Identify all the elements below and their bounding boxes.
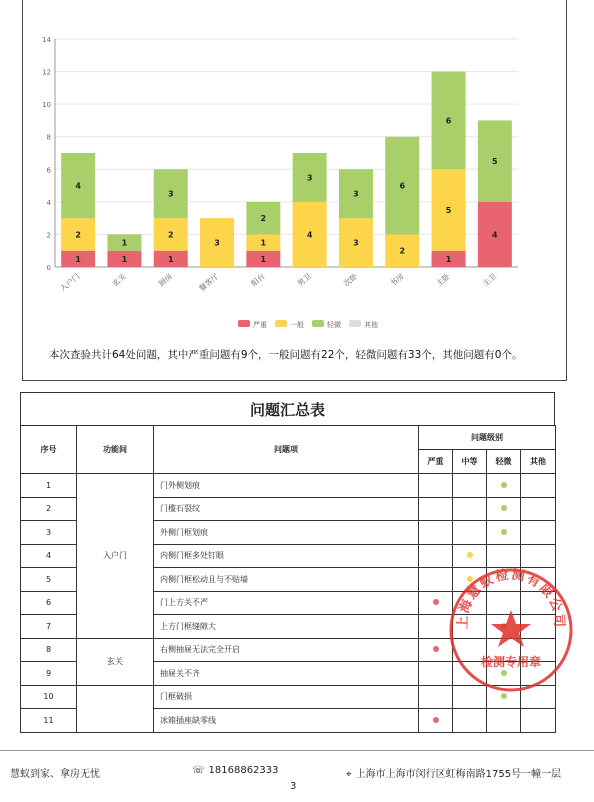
level-cell [487,521,521,545]
bar-value-label: 4 [75,181,81,191]
x-tick-label: 主卫 [480,271,499,289]
y-tick-label: 12 [42,68,51,77]
legend-label: 轻微 [327,321,341,329]
bar-value-label: 4 [492,230,498,240]
issue-item: 门上方关不严 [154,591,419,615]
header-level-severe: 严重 [419,450,453,474]
legend-label: 其他 [364,321,378,329]
page-footer [0,750,594,802]
level-cell [419,474,453,498]
bar-value-label: 2 [75,230,81,240]
level-cell [419,497,453,521]
level-dot [433,717,439,723]
level-cell [453,521,487,545]
footer-slogan: 慧蚁到家、拿房无忧 [10,769,100,780]
y-tick-label: 0 [46,264,51,272]
bar-value-label: 1 [121,254,128,264]
company-seal [447,566,575,694]
header-level-medium: 中等 [453,450,487,474]
bar-value-label: 6 [445,116,452,126]
room-cell [77,685,154,732]
room-cell: 入户门 [77,474,154,639]
level-cell [419,709,453,733]
row-number: 4 [21,544,77,568]
issue-item: 右侧抽屉无法完全开启 [154,638,419,662]
row-number: 8 [21,638,77,662]
level-cell [487,497,521,521]
level-dot [501,482,507,488]
header-room: 功能间 [77,426,154,474]
y-tick-label: 8 [46,133,51,142]
level-cell [521,709,556,733]
svg-text:上海慧蚁检测有限公司: 上海慧蚁检测有限公司 [455,567,567,630]
y-tick-label: 14 [42,36,51,44]
issue-item: 冰箱插座缺零线 [154,709,419,733]
row-number: 11 [21,709,77,733]
issue-item: 外侧门框划痕 [154,521,419,545]
y-tick-label: 6 [46,166,51,175]
table-row [21,474,556,498]
level-cell [419,521,453,545]
legend-swatch [349,320,361,327]
level-cell [419,544,453,568]
phone-icon: ☏ [192,765,205,776]
bar-value-label: 6 [399,181,406,191]
x-tick-label: 玄关 [110,271,128,289]
issue-item: 抽屉关不齐 [154,662,419,686]
level-cell [521,544,556,568]
legend-label: 严重 [253,321,267,329]
row-number: 6 [21,591,77,615]
level-dot [467,552,473,558]
header-level-other: 其他 [521,450,556,474]
bar-value-label: 3 [214,238,220,248]
bar-value-label: 2 [399,246,406,256]
level-cell [487,474,521,498]
bar-value-label: 2 [260,214,267,224]
bar-value-label: 1 [121,238,128,248]
bar-value-label: 1 [167,254,174,264]
y-tick-label: 4 [46,198,51,207]
issue-item: 内侧门框松动且与不贴墙 [154,568,419,592]
level-cell [521,474,556,498]
row-number: 3 [21,521,77,545]
x-tick-label: 主卧 [434,271,452,289]
bar-value-label: 3 [167,189,174,199]
x-tick-label: 厨房 [156,271,175,289]
level-dot [501,693,507,699]
bar-value-label: 1 [445,254,452,264]
header-item: 问题项 [154,426,419,474]
level-dot [501,529,507,535]
bar-value-label: 1 [260,238,267,248]
x-tick-label: 入户门 [58,271,82,293]
y-tick-label: 10 [42,101,51,110]
page-number: 3 [290,781,297,792]
issue-item: 门外侧划痕 [154,474,419,498]
stacked-bar-chart [23,0,568,340]
row-number: 2 [21,497,77,521]
row-number: 7 [21,615,77,639]
row-number: 9 [21,662,77,686]
level-cell [521,521,556,545]
room-cell: 玄关 [77,638,154,685]
row-number: 5 [21,568,77,592]
bar-value-label: 3 [353,238,359,248]
issue-item: 门槛石裂纹 [154,497,419,521]
bar-value-label: 3 [306,173,313,183]
legend-swatch [312,320,324,327]
level-cell [453,709,487,733]
level-cell [487,544,521,568]
svg-text:检测专用章: 检测专用章 [480,655,542,669]
bar-value-label: 5 [445,206,452,215]
bar-value-label: 1 [260,254,267,264]
header-level-minor: 轻微 [487,450,521,474]
footer-address [346,765,561,780]
level-dot [433,599,439,605]
bar-value-label: 4 [306,230,313,240]
bar-value-label: 5 [492,157,498,167]
x-tick-label: 书房 [388,271,406,289]
issue-item: 上方门框缝隙大 [154,615,419,639]
level-cell [453,497,487,521]
issue-item: 内侧门框多处钉眼 [154,544,419,568]
chart-panel [22,0,567,381]
header-no: 序号 [21,426,77,474]
x-tick-label: 男卫 [295,271,313,289]
location-pin-icon: ⌖ [346,769,352,780]
header-level: 问题级别 [419,426,556,450]
level-cell [487,709,521,733]
level-dot [501,505,507,511]
row-number: 1 [21,474,77,498]
level-cell [453,544,487,568]
bar-value-label: 2 [167,230,174,240]
row-number: 10 [21,685,77,709]
legend-swatch [238,320,250,327]
level-cell [453,474,487,498]
x-tick-label: 餐客厅 [197,271,221,293]
level-dot [433,646,439,652]
footer-phone-number: 18168862333 [208,765,279,776]
issue-item: 门框破损 [154,685,419,709]
footer-address-text: 上海市上海市闵行区虹梅南路1755号一幢一层 [355,769,562,780]
bar-value-label: 3 [353,189,359,199]
bar-value-label: 1 [75,254,81,264]
table-title: 问题汇总表 [20,392,555,425]
x-tick-label: 阳台 [249,271,267,289]
summary-text: 本次查验共计64处问题，其中严重问题有9个，一般问题有22个，轻微问题有33个，其他问题有0个。 [49,349,523,361]
y-tick-label: 2 [46,231,51,240]
level-cell [521,497,556,521]
footer-phone [192,765,279,776]
legend-swatch [275,320,287,327]
x-tick-label: 次卧 [341,271,360,289]
legend-label: 一般 [290,321,304,329]
